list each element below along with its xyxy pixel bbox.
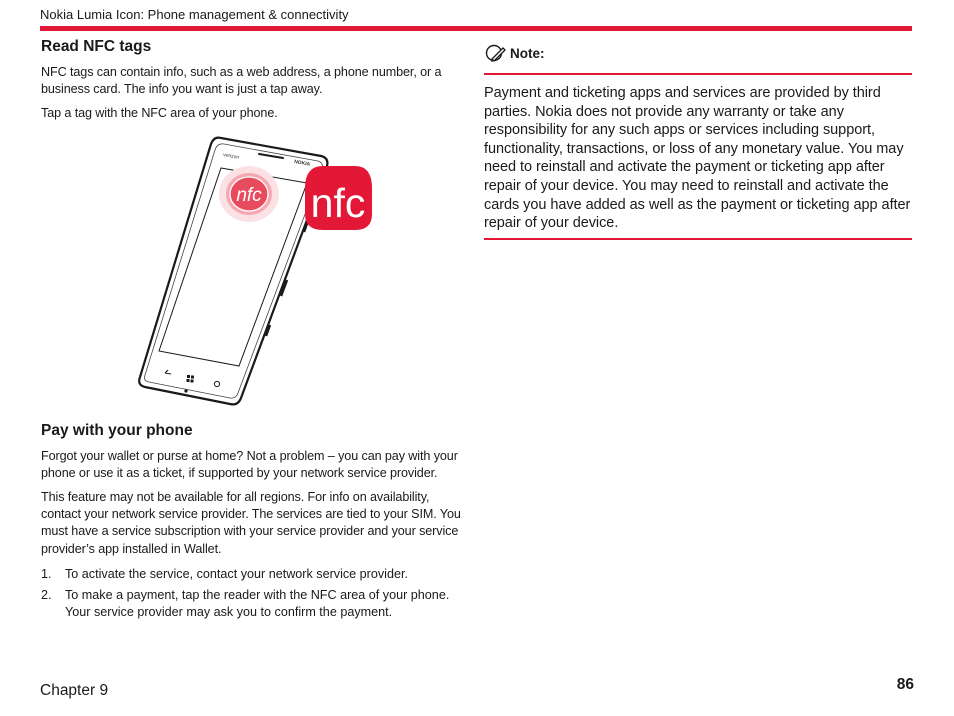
page-number: 86: [896, 676, 914, 693]
nfc-tag-target-icon: [219, 166, 279, 222]
note-top-rule: [484, 73, 912, 75]
left-column: [41, 38, 466, 625]
list-item: [41, 566, 466, 583]
carrier-label: verizon: [222, 151, 240, 161]
header-rule: [40, 26, 912, 31]
running-header: Nokia Lumia Icon: Phone management & connectivity: [40, 7, 349, 22]
step-number: 1.: [41, 566, 52, 581]
read-nfc-para-2: Tap a tag with the NFC area of your phone.: [41, 106, 278, 121]
nfc-logo-icon: [305, 166, 372, 230]
note-bottom-rule: [484, 238, 912, 240]
note-box: [484, 38, 912, 240]
pay-heading: Pay with your phone: [41, 421, 193, 439]
step-text: To make a payment, tap the reader with the NFC area of your phone. Your service provider may ask you to confirm the payment.: [65, 588, 450, 620]
note-pencil-icon: [484, 42, 506, 64]
phone-illustration: [41, 130, 466, 408]
step-text: To activate the service, contact your network service provider.: [65, 566, 408, 581]
note-text: Payment and ticketing apps and services are provided by third parties. Nokia does not provide any warranty or take any responsibility for any such apps or services including support, functionality, transactions, or loss of any monetary value. You may need to reinstall and activate the payment or ticketing app after repair of your device. You may need to reinstall and activate the cards you have added as well as the payment or ticketing app after repair of your device.: [484, 85, 911, 232]
nfc-logo-text: nfc: [310, 179, 366, 226]
read-nfc-heading: Read NFC tags: [41, 38, 152, 55]
note-header: [484, 38, 912, 68]
footer-chapter: Chapter 9: [40, 682, 109, 699]
nfc-tag-text: nfc: [236, 184, 262, 206]
pay-para-2: This feature may not be available for all regions. For info on availability, contact your network service provider. The services are tied to your SIM. You must have a service subscription with your service provider and your service provider’s app installed in Wallet.: [41, 490, 461, 556]
phone-nfc-figure: [41, 130, 466, 408]
phone-brand-label: NOKIA: [293, 158, 311, 168]
read-nfc-para-1: NFC tags can contain info, such as a web address, a phone number, or a business card. The info you want is just a tap away.: [41, 65, 442, 97]
note-label: Note:: [510, 45, 545, 61]
pay-steps-list: [41, 566, 466, 622]
pay-para-1: Forgot your wallet or purse at home? Not a problem – you can pay with your phone or use it as a ticket, if supported by your network service provider.: [41, 448, 458, 480]
list-item: [41, 587, 466, 621]
step-number: 2.: [41, 588, 52, 603]
